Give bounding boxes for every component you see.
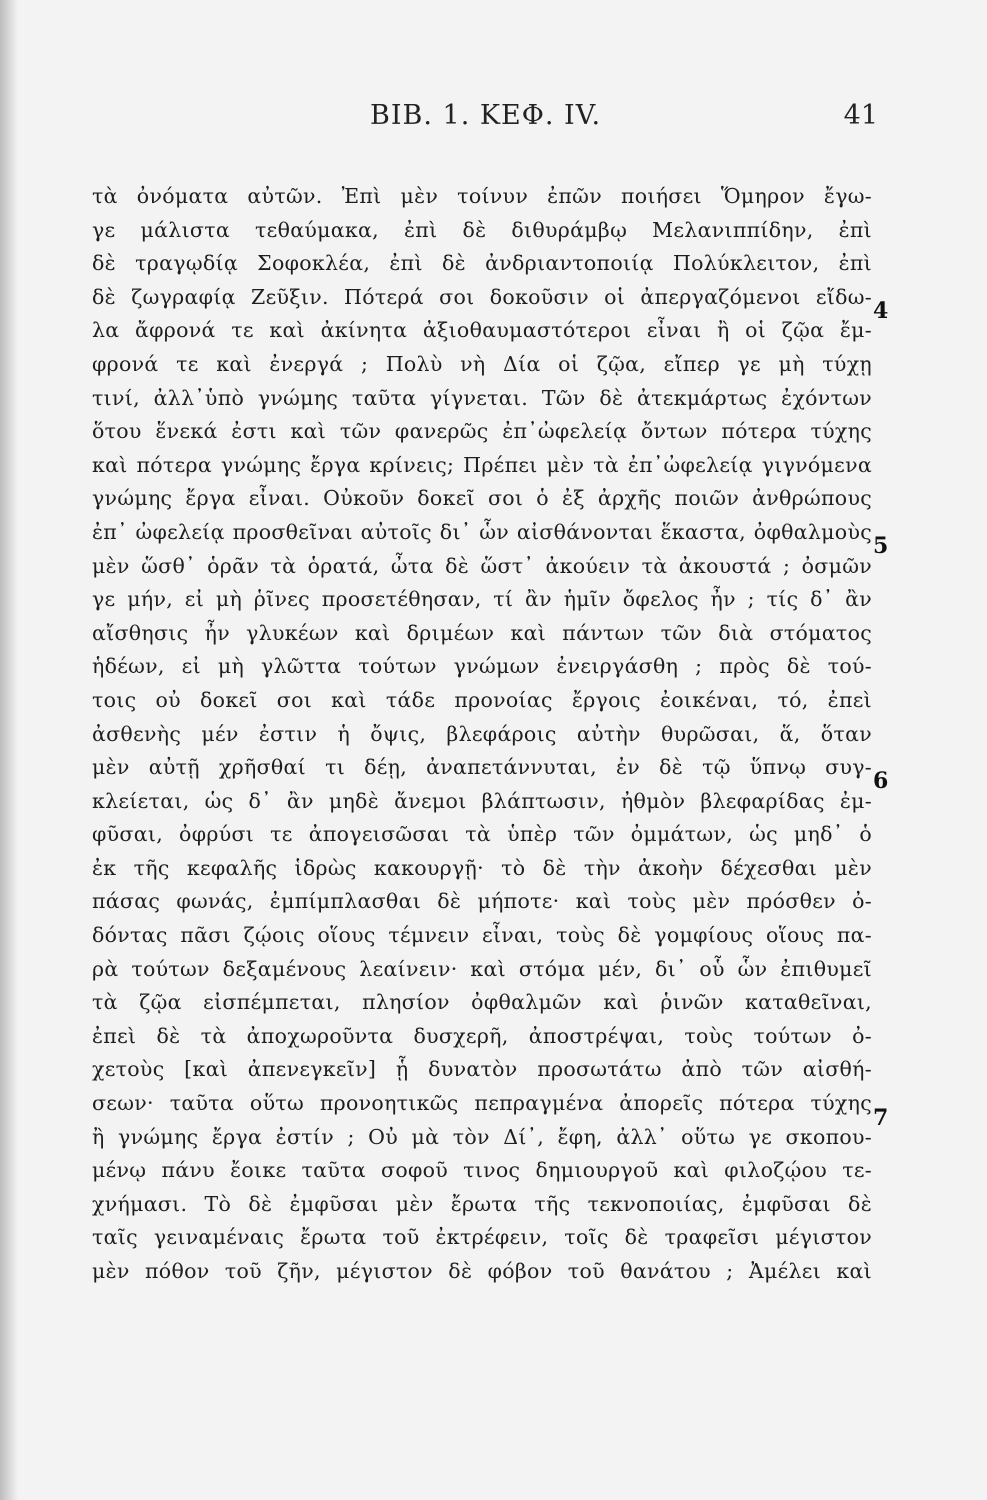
text-line: ταῖς γειναμέναις ἔρωτα τοῦ ἐκτρέφειν, τοῖς δὲ τραφεῖσι μέγιστον [92,1225,872,1250]
section-number: 6 [873,768,889,794]
text-line: δὲ τραγῳδίᾳ Σοφοκλέα, ἐπὶ δὲ ἀνδριαντοποιίᾳ Πολύκλειτον, ἐπὶ [92,251,872,276]
section-number: 4 [873,298,889,324]
text-line: τὰ ὀνόματα αὐτῶν. Ἐπὶ μὲν τοίνυν ἐπῶν ποιήσει Ὅμηρον ἔγω- [92,184,872,208]
running-title: ΒΙΒ. 1. ΚΕΦ. IV. [370,100,602,131]
text-line: γε μήν, εἰ μὴ ῥῖνες προσετέθησαν, τί ἂν ἡμῖν ὄφελος ἦν ; τίς δ᾽ ἂν [92,587,872,612]
text-line: φρονά τε καὶ ἐνεργά ; Πολὺ νὴ Δία οἱ ζῷα, εἴπερ γε μὴ τύχῃ [92,351,872,376]
text-line: χνήμασι. Τὸ δὲ ἐμφῦσαι μὲν ἔρωτα τῆς τεκνοποιίας, ἐμφῦσαι δὲ [92,1191,872,1216]
text-line: ἀσθενὴς μέν ἐστιν ἡ ὄψις, βλεφάροις αὐτὴν θυρῶσαι, ἅ, ὅταν [92,721,872,746]
body-text [92,180,872,1289]
text-line: ὅτου ἕνεκά ἐστι καὶ τῶν φανερῶς ἐπ᾽ὠφελείᾳ ὄντων πότερα τύχης [92,419,872,444]
text-line: ἐπεὶ δὲ τὰ ἀποχωροῦντα δυσχερῆ, ἀποστρέψαι, τοὺς τούτων ὀ- [92,1023,872,1048]
section-number: 5 [873,533,889,559]
text-line: τοις οὐ δοκεῖ σοι καὶ τάδε προνοίας ἔργοις ἐοικέναι, τό, ἐπεὶ [92,687,872,712]
text-line: χετοὺς [καὶ ἀπενεγκεῖν] ᾗ δυνατὸν προσωτάτω ἀπὸ τῶν αἰσθή- [92,1057,872,1082]
text-line: δόντας πᾶσι ζῴοις οἵους τέμνειν εἶναι, τοὺς δὲ γομφίους οἵους πα- [92,923,872,948]
text-line: ἢ γνώμης ἔργα ἐστίν ; Οὐ μὰ τὸν Δί᾽, ἔφη, ἀλλ᾽ οὕτω γε σκοπου- [92,1124,872,1149]
text-line: κλείεται, ὡς δ᾽ ἂν μηδὲ ἄνεμοι βλάπτωσιν, ἠθμὸν βλεφαρίδας ἐμ- [92,788,872,813]
text-line: ἐπ᾽ ὠφελείᾳ προσθεῖναι αὐτοῖς δι᾽ ὧν αἰσθάνονται ἕκαστα, ὀφθαλμοὺς [92,519,872,544]
text-line: τινί, ἀλλ᾽ὑπὸ γνώμης ταῦτα γίγνεται. Τῶν δὲ ἀτεκμάρτως ἐχόντων [92,385,872,410]
text-line: ἐκ τῆς κεφαλῆς ἱδρὼς κακουργῇ· τὸ δὲ τὴν ἀκοὴν δέχεσθαι μὲν [92,855,872,880]
text-line: φῦσαι, ὀφρύσι τε ἀπογεισῶσαι τὰ ὑπὲρ τῶν ὀμμάτων, ὡς μηδ᾽ ὁ [92,822,872,847]
text-line: πάσας φωνάς, ἐμπίμπλασθαι δὲ μήποτε· καὶ τοὺς μὲν πρόσθεν ὀ- [92,889,872,914]
section-number: 7 [873,1105,889,1131]
text-line: λα ἄφρονά τε καὶ ἀκίνητα ἀξιοθαυμαστότεροι εἶναι ἢ οἱ ζῷα ἔμ- [92,318,872,343]
page-number: 41 [843,100,878,131]
text-line: μὲν πόθον τοῦ ζῆν, μέγιστον δὲ φόβον τοῦ θανάτου ; Ἀμέλει καὶ [92,1259,872,1283]
text-line: καὶ πότερα γνώμης ἔργα κρίνεις; Πρέπει μὲν τὰ ἐπ᾽ὠφελείᾳ γιγνόμενα [92,452,872,477]
text-line: αἴσθησις ἦν γλυκέων καὶ δριμέων καὶ πάντων τῶν διὰ στόματος [92,620,872,645]
text-line: μὲν αὐτῇ χρῆσθαί τι δέῃ, ἀναπετάννυται, ἐν δὲ τῷ ὕπνῳ συγ- [92,755,872,780]
text-line: μένῳ πάνυ ἔοικε ταῦτα σοφοῦ τινος δημιουργοῦ καὶ φιλοζῴου τε- [92,1158,872,1183]
text-line: γνώμης ἔργα εἶναι. Οὐκοῦν δοκεῖ σοι ὁ ἐξ ἀρχῆς ποιῶν ἀνθρώπους [92,486,872,511]
running-head [92,100,878,140]
text-line: τὰ ζῷα εἰσπέμπεται, πλησίον ὀφθαλμῶν καὶ ῥινῶν καταθεῖναι, [92,990,872,1015]
text-line: ἡδέων, εἰ μὴ γλῶττα τούτων γνώμων ἐνειργάσθη ; πρὸς δὲ τού- [92,654,872,679]
text-line: δὲ ζωγραφίᾳ Ζεῦξιν. Πότερά σοι δοκοῦσιν οἱ ἀπεργαζόμενοι εἴδω- [92,284,872,309]
text-line: μὲν ὥσθ᾽ ὁρᾶν τὰ ὁρατά, ὦτα δὲ ὥστ᾽ ἀκούειν τὰ ἀκουστά ; ὀσμῶν [92,553,872,578]
text-line: γε μάλιστα τεθαύμακα, ἐπὶ δὲ διθυράμβῳ Μελανιππίδην, ἐπὶ [92,217,872,242]
page-shadow-edge [0,0,18,1500]
text-line: σεων· ταῦτα οὕτω προνοητικῶς πεπραγμένα ἀπορεῖς πότερα τύχης [92,1091,872,1116]
text-line: ρὰ τούτων δεξαμένους λεαίνειν· καὶ στόμα μέν, δι᾽ οὗ ὧν ἐπιθυμεῖ [92,956,872,981]
